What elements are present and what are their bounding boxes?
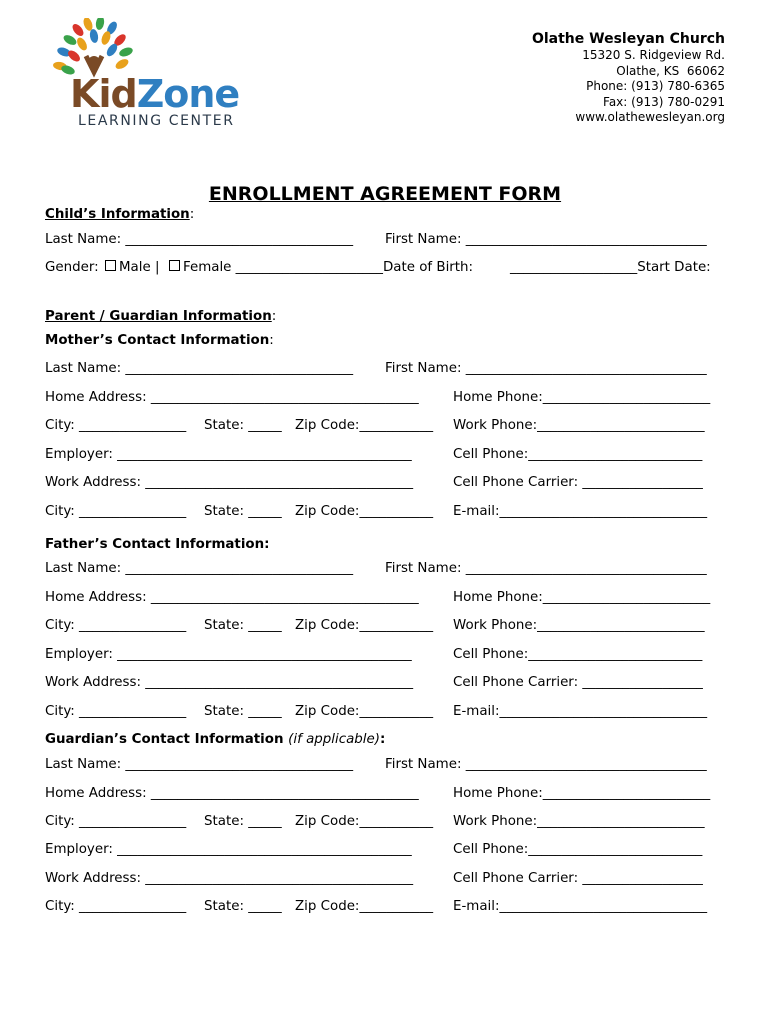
guardian-cell-carrier-field[interactable]: Cell Phone Carrier: __________________ [453, 871, 703, 886]
church-header [532, 30, 725, 126]
mother-work-phone-field[interactable]: Work Phone:_________________________ [453, 418, 705, 433]
parent-guardian-heading [45, 309, 276, 324]
gender-label: Gender: [45, 260, 99, 275]
child-last-name-field[interactable]: Last Name: __________________________________ [45, 232, 354, 247]
mother-cell-carrier-field[interactable]: Cell Phone Carrier: __________________ [453, 475, 703, 490]
father-employer-field[interactable]: Employer: ____________________________________________ [45, 647, 412, 662]
guardian-state-field[interactable]: State: _____ [204, 814, 282, 829]
child-heading-colon: : [189, 207, 195, 222]
female-checkbox[interactable] [169, 260, 180, 271]
logo-kid-text: Kid [70, 72, 137, 116]
mother-heading-text: Mother’s Contact Information [45, 333, 270, 348]
mother-state-field[interactable]: State: _____ [204, 418, 282, 433]
mother-city-row [45, 418, 727, 436]
mother-first-name-field[interactable]: First Name: ____________________________________ [385, 361, 707, 376]
mother-heading-colon: : [269, 333, 274, 348]
church-website: www.olathewesleyan.org [575, 110, 725, 124]
guardian-heading-colon: : [379, 732, 386, 747]
guardian-heading-note: (if applicable) [288, 732, 380, 747]
parent-heading-colon: : [271, 309, 277, 324]
guardian-home-address-field[interactable]: Home Address: ________________________________________ [45, 786, 419, 801]
guardian-last-name-field[interactable]: Last Name: __________________________________ [45, 757, 354, 772]
church-phone: Phone: (913) 780-6365 [586, 79, 725, 93]
guardian-heading [45, 732, 385, 747]
father-state-field[interactable]: State: _____ [204, 618, 282, 633]
father-home-phone-field[interactable]: Home Phone:_________________________ [453, 590, 711, 605]
guardian-work-address-row [45, 871, 727, 889]
guardian-name-row [45, 757, 727, 775]
guardian-employer-row [45, 842, 727, 860]
church-name: Olathe Wesleyan Church [531, 31, 725, 47]
mother-work-city-field[interactable]: City: ________________ [45, 504, 187, 519]
mother-last-name-field[interactable]: Last Name: __________________________________ [45, 361, 354, 376]
mother-work-zip-field[interactable]: Zip Code:___________ [295, 504, 434, 519]
mother-employer-field[interactable]: Employer: ____________________________________________ [45, 447, 412, 462]
guardian-address-row [45, 786, 727, 804]
father-first-name-field[interactable]: First Name: ____________________________________ [385, 561, 707, 576]
father-city-row [45, 618, 727, 636]
female-dob-label: Female ______________________Date of Birth: [183, 260, 474, 275]
father-name-row [45, 561, 727, 579]
mother-home-address-field[interactable]: Home Address: ________________________________________ [45, 390, 419, 405]
guardian-work-phone-field[interactable]: Work Phone:_________________________ [453, 814, 705, 829]
guardian-work-state-field[interactable]: State: _____ [204, 899, 282, 914]
father-cell-carrier-field[interactable]: Cell Phone Carrier: __________________ [453, 675, 703, 690]
father-home-address-field[interactable]: Home Address: ________________________________________ [45, 590, 419, 605]
guardian-work-zip-field[interactable]: Zip Code:___________ [295, 899, 434, 914]
guardian-email-field[interactable]: E-mail:_______________________________ [453, 899, 708, 914]
kidzone-logo [50, 18, 255, 133]
parent-heading-text: Parent / Guardian Information [45, 309, 272, 324]
father-work-zip-field[interactable]: Zip Code:___________ [295, 704, 434, 719]
church-fax: Fax: (913) 780-0291 [603, 94, 725, 109]
dob-start-date-field[interactable]: ___________________Start Date: [510, 260, 711, 275]
father-work-phone-field[interactable]: Work Phone:_________________________ [453, 618, 705, 633]
logo-wordmark [70, 74, 239, 114]
father-zip-field[interactable]: Zip Code:___________ [295, 618, 434, 633]
father-heading: Father’s Contact Information: [45, 537, 270, 552]
church-address: 15320 S. Ridgeview Rd. [582, 48, 725, 62]
female-option[interactable] [169, 260, 473, 275]
father-employer-row [45, 647, 727, 665]
guardian-home-phone-field[interactable]: Home Phone:_________________________ [453, 786, 711, 801]
guardian-work-city-row [45, 899, 727, 917]
child-first-name-field[interactable]: First Name: ____________________________________ [385, 232, 707, 247]
father-work-city-row [45, 704, 727, 722]
father-email-field[interactable]: E-mail:_______________________________ [453, 704, 708, 719]
guardian-cell-phone-field[interactable]: Cell Phone:__________________________ [453, 842, 703, 857]
mother-work-address-row [45, 475, 727, 493]
child-heading-text: Child’s Information [45, 207, 190, 222]
child-heading [45, 207, 194, 222]
form-title: ENROLLMENT AGREEMENT FORM [208, 183, 562, 205]
mother-work-city-row [45, 504, 727, 522]
mother-work-state-field[interactable]: State: _____ [204, 504, 282, 519]
mother-cell-phone-field[interactable]: Cell Phone:__________________________ [453, 447, 703, 462]
mother-zip-field[interactable]: Zip Code:___________ [295, 418, 434, 433]
male-label: Male | [119, 260, 160, 275]
father-work-address-row [45, 675, 727, 693]
father-cell-phone-field[interactable]: Cell Phone:__________________________ [453, 647, 703, 662]
mother-home-phone-field[interactable]: Home Phone:_________________________ [453, 390, 711, 405]
guardian-zip-field[interactable]: Zip Code:___________ [295, 814, 434, 829]
mother-email-field[interactable]: E-mail:_______________________________ [453, 504, 708, 519]
mother-work-address-field[interactable]: Work Address: ________________________________________ [45, 475, 414, 490]
logo-subtitle: LEARNING CENTER [78, 113, 235, 129]
father-last-name-field[interactable]: Last Name: __________________________________ [45, 561, 354, 576]
church-city: Olathe, KS 66062 [616, 63, 725, 78]
child-gender-row [45, 260, 727, 278]
father-work-city-field[interactable]: City: ________________ [45, 704, 187, 719]
mother-employer-row [45, 447, 727, 465]
male-option[interactable] [105, 260, 160, 275]
mother-city-field[interactable]: City: ________________ [45, 418, 187, 433]
father-address-row [45, 590, 727, 608]
guardian-heading-text: Guardian’s Contact Information [45, 732, 284, 747]
male-checkbox[interactable] [105, 260, 116, 271]
father-city-field[interactable]: City: ________________ [45, 618, 187, 633]
father-work-state-field[interactable]: State: _____ [204, 704, 282, 719]
child-name-row [45, 232, 727, 250]
mother-heading [45, 333, 274, 348]
guardian-city-row [45, 814, 727, 832]
guardian-work-city-field[interactable]: City: ________________ [45, 899, 187, 914]
guardian-city-field[interactable]: City: ________________ [45, 814, 187, 829]
mother-address-row [45, 390, 727, 408]
guardian-work-address-field[interactable]: Work Address: ________________________________________ [45, 871, 414, 886]
father-work-address-field[interactable]: Work Address: ________________________________________ [45, 675, 414, 690]
guardian-first-name-field[interactable]: First Name: ____________________________________ [385, 757, 707, 772]
guardian-employer-field[interactable]: Employer: ____________________________________________ [45, 842, 412, 857]
mother-name-row [45, 361, 727, 379]
logo-zone-text: Zone [136, 72, 240, 116]
